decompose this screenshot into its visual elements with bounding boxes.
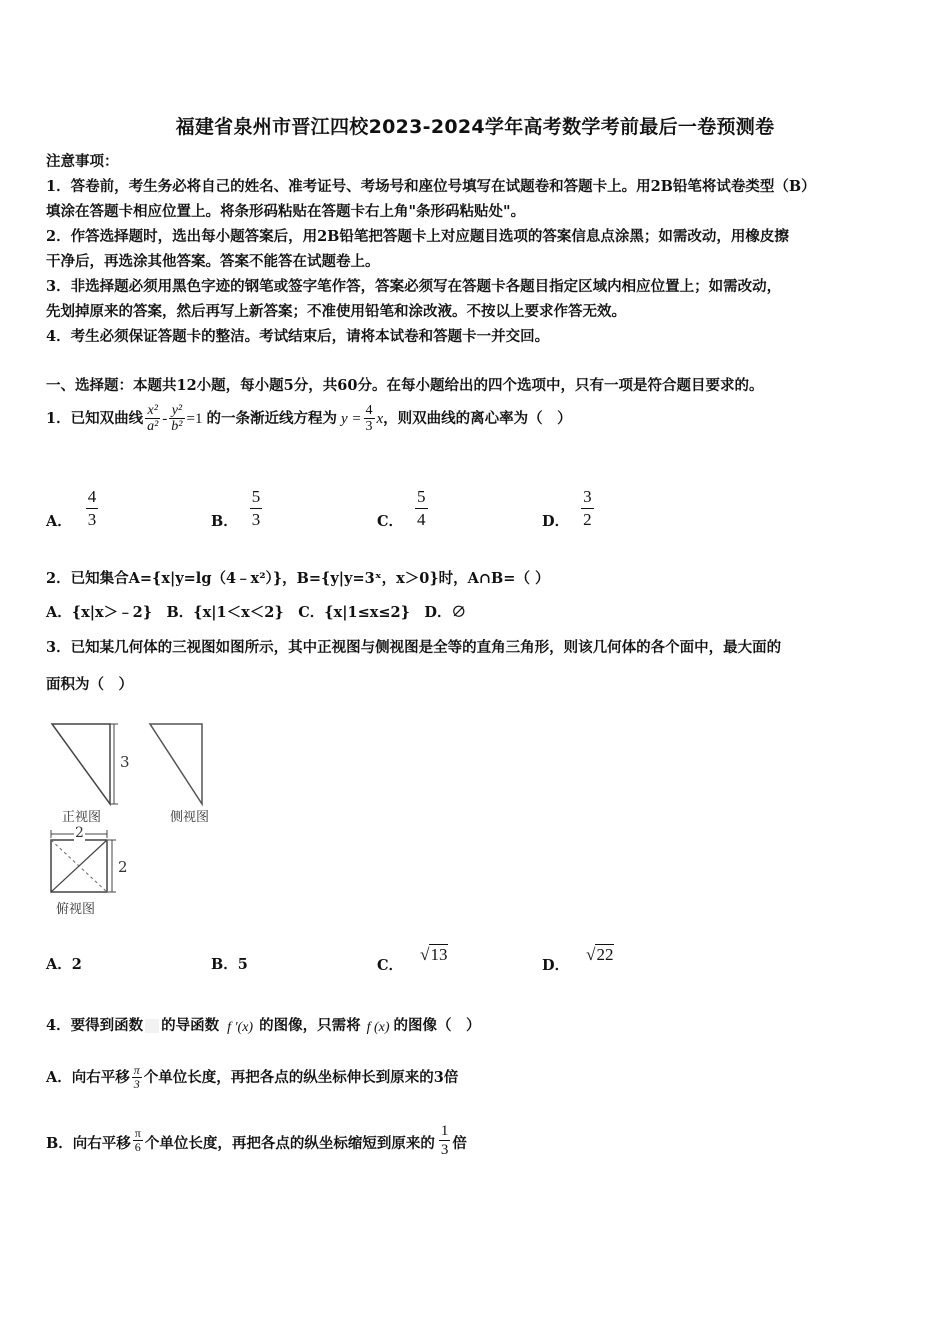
q1-asym-y: y = <box>340 410 362 427</box>
three-view-figure <box>44 716 244 921</box>
width-dimension-label: 2 <box>75 825 84 841</box>
notice-line: 1．答卷前，考生务必将自己的姓名、准考证号、考场号和座位号填写在试题卷和答题卡上。用2B铅笔将试卷类型（B） <box>46 178 816 195</box>
front-view-triangle <box>52 724 110 804</box>
q1-eq-frac-y: $\frac{\text{y²}}{\text{b²}}$ <box>171 403 183 434</box>
question-2: 2．已知集合A={x|y=lg（4﹣x²）}，B={y|y=3ˣ，x＞0}时，A∩B=（ ） <box>46 570 550 587</box>
q3-option-b: B．5 <box>211 956 248 973</box>
q3-option-a: A．2 <box>46 956 82 973</box>
side-view-label: 侧视图 <box>170 810 210 825</box>
q4-mid1: 的导函数 <box>161 1017 220 1034</box>
q4-mid2: 的图像，只需将 <box>259 1017 361 1034</box>
side-view-triangle <box>150 724 202 804</box>
page-title: 福建省泉州市晋江四校2023-2024学年高考数学考前最后一卷预测卷 <box>175 116 775 138</box>
q1-eq-frac-x: $\frac{\text{x²}}{\text{a²}}$ <box>147 403 159 434</box>
notice-line: 填涂在答题卡相应位置上。将条形码粘贴在答题卡右上角"条形码粘贴处"。 <box>46 203 526 220</box>
q1-asym-x: x <box>376 410 384 427</box>
notice-line: 干净后，再选涂其他答案。答案不能答在试题卷上。 <box>46 253 380 270</box>
q4-suffix: 的图像（ ） <box>393 1017 481 1034</box>
question-3-line-2: 面积为（ ） <box>46 676 133 693</box>
q1-option-a: A． $\frac{4}{3}$ <box>46 486 97 530</box>
question-3-line-1: 3．已知某几何体的三视图如图所示，其中正视图与侧视图是全等的直角三角形，则该几何体的各个面中，最大面的 <box>46 639 782 656</box>
q1-option-b: B． $\frac{5}{3}$ <box>211 486 261 530</box>
q3-option-c: C． √13 <box>377 945 448 974</box>
q1-mid: 的一条渐近线方程为 <box>206 409 337 427</box>
q2-options: A．{x|x＞﹣2} B．{x|1＜x＜2} C．{x|1≤x≤2} D．∅ <box>46 604 467 621</box>
section-heading: 一、选择题：本题共12小题，每小题5分，共60分。在每小题给出的四个选项中，只有一项是符合题目要求的。 <box>46 377 764 394</box>
question-1 <box>46 403 572 434</box>
q1-suffix: ，则双曲线的离心率为（ ） <box>383 409 572 427</box>
formula-placeholder <box>145 1019 159 1033</box>
q1-prefix: 1．已知双曲线 <box>46 409 144 427</box>
front-view-label: 正视图 <box>62 810 102 825</box>
notice-heading: 注意事项： <box>46 153 119 170</box>
q4-fprime: f ′(x) <box>227 1020 254 1035</box>
q4-prefix: 4．要得到函数 <box>46 1017 144 1034</box>
notice-line: 2．作答选择题时，选出每小题答案后，用2B铅笔把答题卡上对应题目选项的答案信息点涂黑；如需改动，用橡皮擦 <box>46 228 789 245</box>
notice-line: 先划掉原来的答案，然后再写上新答案；不准使用铅笔和涂改液。不按以上要求作答无效。 <box>46 303 626 320</box>
q4-option-b: B．向右平移 $\frac{\pi}{6}$ 个单位长度，再把各点的纵坐标缩短到原来的 $\frac{1}{3}$ 倍 <box>46 1123 467 1158</box>
q3-option-d: D． √22 <box>542 945 614 974</box>
q1-option-d: D． $\frac{3}{2}$ <box>542 486 592 530</box>
q4-f: f (x) <box>366 1020 390 1035</box>
notice-line: 4．考生必须保证答题卡的整洁。考试结束后，请将本试卷和答题卡一并交回。 <box>46 328 550 345</box>
q1-eq-minus: - <box>162 410 168 427</box>
q1-asym-frac: $\frac{4}{3}$ <box>365 403 373 434</box>
q1-eq-rhs: =1 <box>186 410 203 427</box>
top-view-label: 俯视图 <box>56 902 96 917</box>
notice-line: 3．非选择题必须用黑色字迹的钢笔或签字笔作答，答案必须写在答题卡各题目指定区域内相应位置上；如需改动， <box>46 278 782 295</box>
height-dimension-label: 3 <box>120 753 130 771</box>
q1-option-c: C． $\frac{5}{4}$ <box>377 486 426 530</box>
depth-dimension-label: 2 <box>118 858 128 876</box>
q4-option-a: A．向右平移 $\frac{\pi}{3}$ 个单位长度，再把各点的纵坐标伸长到原来的3倍 <box>46 1063 459 1091</box>
question-4 <box>46 1015 481 1037</box>
